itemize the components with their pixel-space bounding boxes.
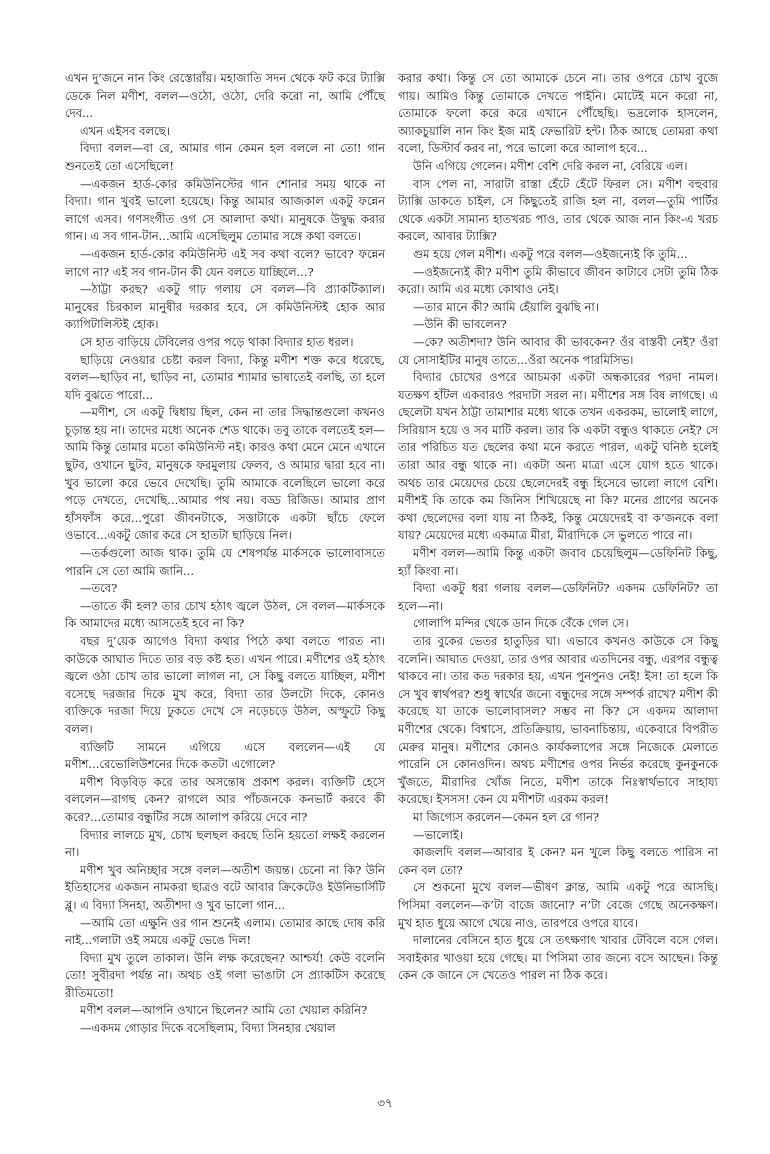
paragraph: বিদ্যা বলল—বা রে, আমার গান কেমন হল বললে না তো! গান শুনতেই তো এসেছিলে! — [65, 141, 385, 173]
paragraph: —তার মানে কী? আমি হেঁয়ালি বুঝছি না। — [412, 299, 599, 314]
paragraph: বিদ্যার চোখের ওপরে আচমকা একটা অন্ধকারের পরদা নামল। যতক্ষণ হাঁটল একবারও পরদাটা সরল না। মণীশের সঙ্গ বিষ লাগছে। এ ছেলেটা যখন ঠাট্টা তামাশার মধ্যে থাকে তখন একরকম, ভালোই লাগে, সিরিয়াস হয়ে ও সব মাটি করল। তার কি একটা বন্ধুও থাকতে নেই? সে তার পরিচিত যত ছেলের কথা মনে করতে পারল, একটু ঘনিষ্ঠ হলেই তারা আর বন্ধু থাকে না। একটা অন্য মাত্রা এসে যোগ হতে থাকে। অথচ তার মেয়েদের চেয়ে ছেলেদেরই বন্ধু হিসেবে ভালো লাগে বেশি। মণীশই কি তাকে কম জিনিস শিখিয়েছে না কি? মনের প্রাণের অনেক কথা ছেলেদের বলা যায় না ঠিকই, কিন্তু মেয়েদেরই বা ক’জনকে বলা যায়? মেয়েদের মধ্যে একমাত্র মীরা, মীরাদিকে সে ভুলতে পারে না। — [398, 370, 718, 543]
paragraph: গোলাপি মন্দির থেকে ডান দিকে বেঁকে গেল সে। — [412, 616, 629, 631]
paragraph: —তবে? — [79, 581, 118, 596]
paragraph: —উনি কী ভাবলেন? — [412, 317, 507, 332]
paragraph: কাজলদি বলল—আবার ই কেন? মন খুলে কিছু বলতে পারিস না কেন বল তো? — [398, 845, 718, 877]
paragraph: বছর দু’য়েক আগেও বিদ্যা কথার পিঠে কথা বলতে পারত না। কাউকে আঘাত দিতে তার বড় কষ্ট হত। এখন পারে। মণীশের ওই হঠাৎ জ্বলে ওঠা চোখ তার ভালো লাগল না, সে কিছু বলতে যাচ্ছিল, মণীশ বসেছে দরজার দিকে মুখ করে, বিদ্যা তার উলটো দিকে, কোনও ব্যক্তিকে দরজা দিয়ে ঢুকতে দেখে সে নড়েচড়ে উঠল, অস্ফুটে কিছু বলল। — [65, 634, 385, 736]
paragraph: ছাড়িয়ে নেওয়ার চেষ্টা করল বিদ্যা, কিন্তু মণীশ শক্ত করে ধরেছে, বলল—ছাড়িব না, ছাড়িব না, তোমার শ্যামার ভাষাতেই বলছি, তা হলে যদি বুঝতে পারো... — [65, 352, 385, 402]
paragraph: —ভালোই। — [412, 827, 463, 842]
paragraph: উনি এগিয়ে গেলেন। মণীশ বেশি দেরি করল না, বেরিয়ে এল। — [412, 158, 688, 173]
paragraph: বিদ্যা মুখ তুলে তাকাল। উনি লক্ষ করেছেন? আশ্চর্য! কেউ বলেনি তো! সুবীরদা পর্যন্ত না। অথচ ওই গলা ভাঙাটা সে প্র্যাকটিস করেছে রীতিমতো! — [65, 950, 385, 1000]
paragraph: —কে? অতীশদা? উনি আবার কী ভাবকেন? ওঁর বাস্তবী নেই? ওঁরা যে সোসাইটির মানুষ তাতে...ওঁরা অনেক পারমিসিভ। — [398, 334, 718, 367]
page-number: ৩৭ — [377, 1096, 393, 1110]
paragraph: মণীশ বলল—আপনি ওখানে ছিলেন? আমি তো খেয়াল করিনি? — [79, 1003, 368, 1018]
paragraph: বিদ্যা একটু ধরা গলায় বলল—ডেফিনিট? একদম ডেফিনিট? তা হলে—না। — [398, 581, 718, 613]
paragraph: —একজন হার্ড-কোর কমিউনিস্ট এই সব কথা বলে? ভাবে? ফন্নেন লাগে না? এই সব গান-টান কী যেন বলতে যাচ্ছিলে...? — [65, 246, 385, 279]
paragraph: মণীশ বিড়বিড় করে তার অসন্তোষ প্রকাশ করল। ব্যক্তিটি হেসে বললেন—রাগছ কেন? রাগলে আর পাঁচজনকে কনভার্ট করবে কী করে?...তোমার বন্ধুটির সঙ্গে আলাপ করিয়ে দেবে না? — [65, 774, 385, 824]
paragraph: করার কথা। কিন্তু সে তো আমাকে চেনে না। তার ওপরে চোখ বুজে গায়। আমিও কিন্তু তোমাকে দেখতে পাইনি। মোটেই মনে করো না, তোমাকে ফলো করে করে এখানে পৌঁছেছি। ভদ্রলোক হাসলেন, অ্যাকচুয়ালি নান কিং ইজ মাই ফেভারিট হন্ট। ঠিক আছে তোমরা কথা বলো, ডিস্টার্ব করব না, পরে ভালো করে আলাপ হবে... — [398, 71, 718, 156]
paragraph: —তর্কগুলো আজ থাক। তুমি যে শেষপর্যন্ত মার্কসকে ভালোবাসতে পারনি সে তো আমি জানি... — [65, 546, 385, 578]
paragraph: —ঠাট্টা করছ? একটু গাঢ় গলায় সে বলল—বি প্র্যাকটিক্যাল। মানুষের চিরকাল মানুষীর দরকার হবে, সে কমিউনিস্টই হোক আর ক্যাপিটালিস্টই হোক। — [65, 282, 385, 332]
paragraph: এখন এইসব বলছে। — [79, 123, 170, 138]
paragraph: গুম হয়ে গেল মণীশ। একটু পরে বলল—ওইজন্যেই কি তুমি... — [412, 246, 688, 261]
paragraph: —তাতে কী হল? তার চোখ হঠাৎ জ্বলে উঠল, সে বলল—মার্কসকে কি আমাদের মধ্যে আসতেই হবে না কি? — [65, 598, 385, 631]
paragraph: —একজন হার্ড-কোর কমিউনিস্টের গান শোনার সময় থাকে না বিদ্যা। গান খুবই ভালো হয়েছে। কিন্তু আমার আজকাল একটু ফন্নেন লাগে এসব। গণসংগীত ওগ সে আলাদা কথা। মানুষকে উদ্বুদ্ধ করার গান। এ সব গান-টান...আমি এসেছিলুম তোমার সঙ্গে কথা বলতে। — [65, 176, 385, 244]
paragraph: বিদ্যার লালচে মুখ, চোখ ছলছল করছে তিনি হয়তো লক্ষই করলেন না। — [65, 827, 385, 860]
paragraph: মা জিগ্যেস করলেন—কেমন হল রে গান? — [412, 809, 599, 824]
paragraph: এখন দু’জনে নান কিং রেস্তোরাঁয়। মহাজাতি সদন থেকে ফট করে ট্যাক্সি ডেকে নিল মণীশ, বলল—ওঠো, ওঠো, দেরি করো না, আমি পৌঁছে দেব... — [65, 71, 385, 121]
paragraph: মণীশ খুব অনিচ্ছার সঙ্গে বলল—অতীশ জয়ন্ত। চেনো না কি? উনি ইতিহাসের একজন নামকরা ছাত্রও বটে আবার ক্রিকেটেও ইউনিভার্সিটি ব্লু। এ বিদ্যা সিনহা, অতীশদা ও খুব ভালো গান... — [65, 862, 385, 912]
paragraph: ব্যক্তিটি সামনে এগিয়ে এসে বললেন—এই যে মণীশ...রেভোলিউশনের দিকে কতটা এগোলে? — [65, 739, 385, 772]
paragraph: সে হাত বাড়িয়ে টেবিলের ওপর পড়ে থাকা বিদ্যার হাত ধরল। — [79, 334, 354, 349]
paragraph: —আমি তো এক্ষুনি ওর গান শুনেই এলাম। তোমার কাছে দোষ করি নাই...গলাটা ওই সময়ে একটু ভেঙে দিল! — [65, 915, 385, 948]
paragraph: বাস পেল না, সারাটা রাস্তা হেঁটে হেঁটে ফিরল সে। মণীশ বহুবার ট্যাক্সি ডাকতে চাইল, সে কিছুতেই রাজি হল না, বলল—তুমি পার্টির থেকে একটা সামান্য হাতখরচ পাও, তার থেকে আজ নান কিং-এ খরচ করলে, আবার ট্যাক্সি? — [398, 176, 718, 244]
paragraph: সে শুকনো মুখে বলল—ভীষণ ক্লান্ত, আমি একটু পরে আসছি। পিসিমা বললেন—ক’টা বাজে জানো? ন’টা বেজে গেছে অনেকক্ষণ। মুখ হাত ধুয়ে আগে খেয়ে নাও, তারপরে ওপরে যাবে। — [398, 880, 718, 930]
left-text-column — [65, 70, 385, 1038]
paragraph: দালানের বেসিনে হাত ধুয়ে সে তৎক্ষণাৎ খাবার টেবিলে বসে গেল। সবাইকার খাওয়া হয়ে গেছে। মা পিসিমা তার জন্যে বসে আছেন। কিন্তু কেন কে জানে সে খেতেও পারল না ঠিক করে। — [398, 933, 718, 983]
paragraph: তার বুকের ভেতর হাতুড়ির ঘা। এভাবে কখনও কাউকে সে কিছু বলেনি। আঘাত দেওয়া, তার ওপর আবার এতদিনের বন্ধু, এরপর বন্ধুত্ব থাকবে না। তার কত দরকার হয়, এখন পুনপুনও নেই! ইস! তা হলে কি সে খুব স্বার্থপর? শুধু স্বার্থের জন্যে বন্ধুদের সঙ্গে সম্পর্ক রাখে? মণীশ কী করেছে যা তাকে ভালোবাসল? সম্ভব না কি? সে একদম আলাদা মণীশের থেকে। বিশ্বাসে, প্রতিক্রিয়ায়, ভাবনাচিন্তায়, একেবারে বিপরীত মেরুর মানুষ। মণীশের কোনও কার্যকলাপের সঙ্গে নিজেকে মেলাতে পারেনি সে কোনওদিন। অথচ মণীশের ওপর নির্ভর করেছে কুনকুনকে খুঁজতে, মীরাদির খোঁজ নিতে, মণীশ তাকে নিঃস্বার্থভাবে সাহায্য করেছে। ইসসস! কেন যে মণীশটা এরকম করল! — [398, 634, 718, 807]
right-text-column — [398, 70, 718, 985]
paragraph: মণীশ বলল—আমি কিন্তু একটা জবাব চেয়েছিলুম—ডেফিনিট কিছু, হ্যাঁ কিংবা না। — [398, 546, 718, 578]
paragraph: —ওইজন্যেই কী? মণীশ তুমি কীভাবে জীবন কাটাবে সেটা তুমি ঠিক করো। আমি এর মধ্যে কোথাও নেই। — [398, 264, 718, 297]
paragraph: —মণীশ, সে একটু দ্বিধায় ছিল, কেন না তার সিদ্ধান্তগুলো কখনও চূড়ান্ত হয় না। তাদের মধ্যে অনেক শেড থাকে। তবু তাকে বলতেই হল—আমি কিন্তু তোমার মতো কমিউনিস্ট নই। কারও কথা মেনে মেনে এখানে ছুটব, ওখানে ছুটব, মানুষকে ফরমুলায় ফেলব, ও আমার দ্বারা হবে না। খুব ভালো করে ভেবে দেখেছি। তুমি আমাকে বলেছিলে ভালো করে পড়ে দেখতে, দেখেছি...আমার পথ নয়। বড্ড রিজিড। আমার প্রাণ হাঁসফাঁস করে...পুরো জীবনটাকে, সত্তাটাকে একটা ছাঁচে ফেলে ওভাবে...একটু জোর করে সে হাতটা ছাড়িয়ে নিল। — [65, 405, 385, 543]
paragraph: —একদম গোড়ার দিকে বসেছিলাম, বিদ্যা সিনহার খেয়াল — [79, 1021, 336, 1036]
